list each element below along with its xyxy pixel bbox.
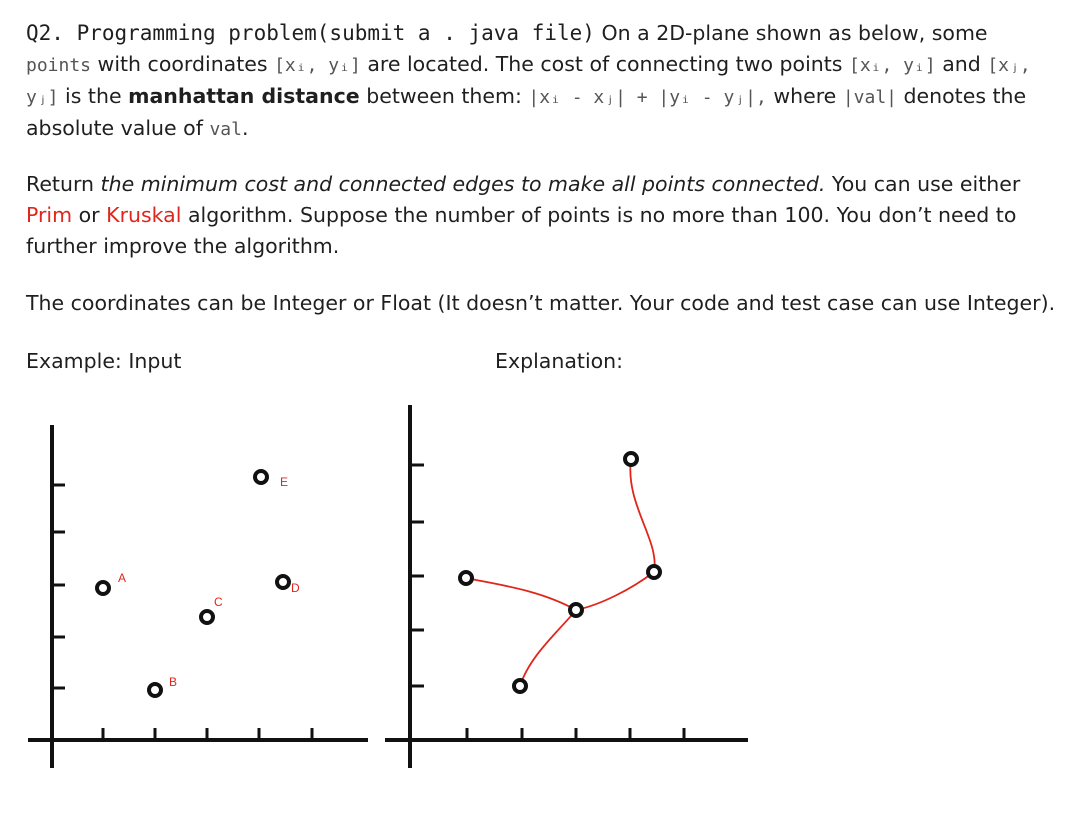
- point-a: [97, 571, 126, 594]
- point-e-label: E: [280, 475, 289, 489]
- edge-c-b: [520, 610, 576, 686]
- point-a-label: A: [118, 571, 127, 585]
- mst-point-c: [570, 604, 582, 616]
- point-b-label: B: [169, 675, 178, 689]
- point-d: [277, 576, 300, 595]
- prim-term: Prim: [26, 203, 73, 227]
- mst-point-e: [625, 453, 637, 465]
- explanation-points: [460, 453, 660, 692]
- point-c: [201, 595, 223, 623]
- input-plot-axes: [28, 425, 368, 768]
- coord-i: [xᵢ, yᵢ]: [274, 55, 361, 76]
- val-code: val: [209, 119, 242, 140]
- point-c-label: C: [214, 595, 223, 609]
- points-code: points: [26, 55, 92, 76]
- point-d-label: D: [291, 581, 300, 595]
- explanation-label: Explanation:: [495, 349, 624, 373]
- point-b: [149, 675, 177, 696]
- abs-val-code: |val|: [842, 87, 897, 108]
- mst-point-a: [460, 572, 472, 584]
- edge-d-e: [630, 459, 654, 572]
- distance-formula: |xᵢ - xⱼ| + |yᵢ - yⱼ|,: [528, 87, 767, 108]
- manhattan-term: manhattan distance: [128, 84, 360, 108]
- explanation-plot-axes: [385, 405, 748, 768]
- edge-c-d: [576, 572, 654, 610]
- coord-j: [xⱼ, yⱼ]: [26, 55, 1031, 108]
- problem-statement: Q2. Programming problem(submit a . java file) On a 2D-plane shown as below, some points with coordinates [xᵢ, yᵢ] are located. The cost of connecting two points [xᵢ, yᵢ] and [xⱼ, yⱼ] is the manhattan distance between them: |xᵢ - xⱼ| + |yᵢ - yⱼ|, where |val| denotes the absolute value of val.: [26, 21, 1031, 140]
- point-e: [255, 471, 288, 489]
- kruskal-term: Kruskal: [106, 203, 182, 227]
- coordinate-note: The coordinates can be Integer or Float (It doesn’t matter. Your code and test case can use Integer).: [26, 291, 1056, 315]
- mst-point-b: [514, 680, 526, 692]
- mst-edges: [466, 459, 655, 686]
- mst-point-d: [648, 566, 660, 578]
- input-points: [97, 471, 300, 696]
- question-heading: Q2. Programming problem(submit a . java file): [26, 21, 595, 45]
- task-goal: the minimum cost and connected edges to make all points connected.: [100, 172, 826, 196]
- task-paragraph: Return the minimum cost and connected edges to make all points connected. You can use either Prim or Kruskal algorithm. Suppose the number of points is no more than 100. You don’t need to further improve the algorithm.: [26, 172, 1021, 258]
- example-label: Example: Input: [26, 349, 182, 373]
- edge-a-c: [466, 578, 576, 610]
- coord-i-2: [xᵢ, yᵢ]: [849, 55, 936, 76]
